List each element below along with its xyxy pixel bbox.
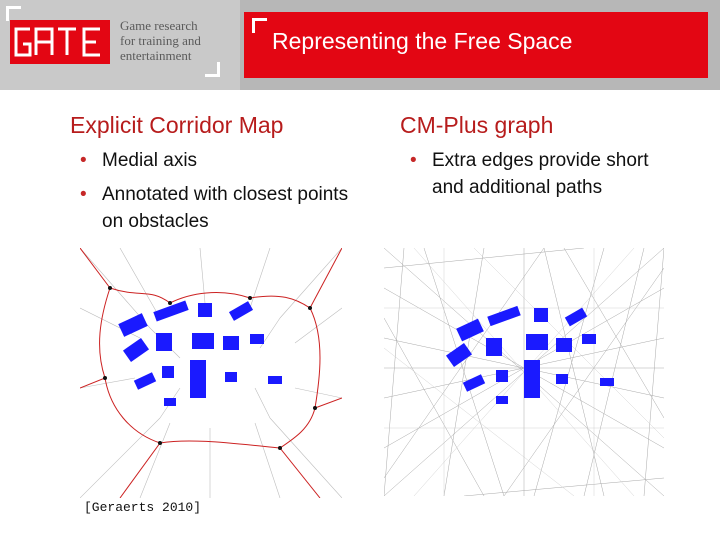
logo-tagline-line: Game research — [120, 18, 198, 33]
bullet-item — [72, 181, 372, 235]
gate-logo — [10, 20, 110, 64]
bullet-icon: • — [410, 150, 417, 171]
corner-bracket-icon — [6, 6, 21, 21]
logo-area — [0, 0, 240, 90]
left-bullet-list — [72, 147, 372, 242]
bullet-icon: • — [80, 150, 87, 171]
right-bullet-list — [402, 147, 672, 208]
ecm-figure — [80, 248, 342, 498]
citation: [Geraerts 2010] — [84, 500, 202, 515]
slide-header — [0, 0, 720, 90]
bullet-text: Medial axis — [102, 150, 198, 171]
corner-bracket-icon — [205, 62, 220, 77]
logo-tagline-line: for training and — [120, 33, 201, 48]
corner-bracket-icon — [252, 18, 267, 33]
cm-plus-figure — [384, 248, 664, 496]
left-heading: Explicit Corridor Map — [70, 112, 284, 138]
title-banner — [244, 12, 708, 78]
bullet-text: Extra edges provide short and additional paths — [432, 150, 649, 198]
logo-tagline — [120, 18, 201, 63]
slide-title: Representing the Free Space — [272, 28, 573, 54]
bullet-icon: • — [80, 184, 87, 205]
bullet-text: Annotated with closest points on obstacles — [102, 184, 349, 232]
bullet-item — [72, 147, 372, 174]
bullet-item — [402, 147, 672, 201]
right-heading: CM-Plus graph — [400, 112, 554, 138]
logo-tagline-line: entertainment — [120, 48, 192, 63]
